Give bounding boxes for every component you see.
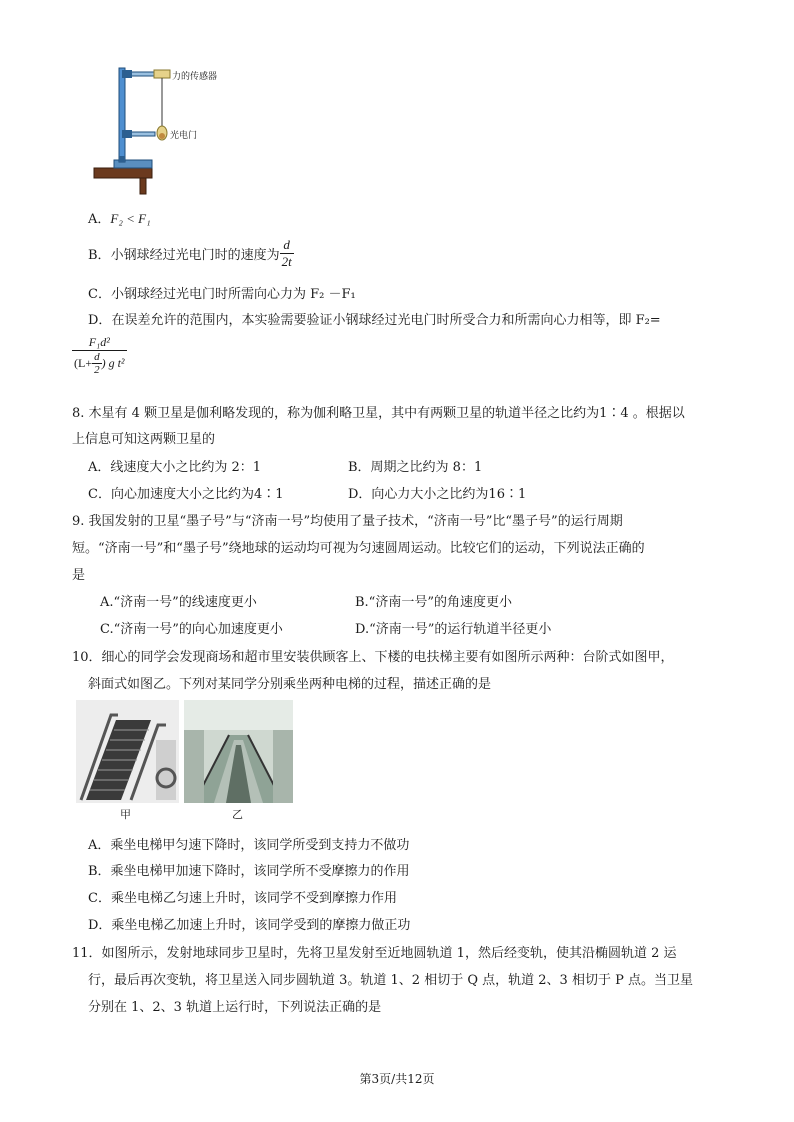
q7-option-a-text: F₂ < F₁ [110,211,151,226]
q8-option-b: B．周期之比约为 8：1 [348,460,483,475]
q9-stem-line3: 是 [72,568,86,583]
q10-stem-line1: 10．细心的同学会发现商场和超市里安装供顾客上、下楼的电扶梯主要有如图所示两种：台阶式如图甲， [72,650,674,665]
sensor-label: 力的传感器 [172,72,218,82]
q11-stem-line3: 分别在 1、2、3 轨道上运行时，下列说法正确的是 [88,1000,382,1015]
q7-formula-numerator: F₁d² [72,335,127,351]
q11-stem-line2: 行，最后再次变轨，将卫星送入同步圆轨道 3。轨道 1、2 相切于 Q 点，轨道 2、3 相切于 P 点。当卫星 [88,973,693,988]
q7-option-a [88,208,151,227]
q7-option-c [88,283,356,302]
q7-option-d-text: 在误差允许的范围内，本实验需要验证小钢球经过光电门时所受合力和所需向心力相等，即 F₂= [111,313,661,328]
page-number: 第3页/共12页 [359,1072,435,1086]
escalator-b-drawing [184,700,293,803]
gate-label: 光电门 [170,131,198,141]
q10-option-d: D．乘坐电梯乙加速上升时，该同学受到的摩擦力做正功 [88,918,411,933]
q7-formula-inner-num: d [94,351,100,363]
q7-formula-fraction [72,335,127,376]
q9-option-d: D.“济南一号”的运行轨道半径更小 [355,622,552,637]
q7-option-b-denominator: 2t [281,253,292,269]
q7-formula-inner-fraction [92,351,102,376]
q9-stem-line1: 9. 我国发射的卫星“墨子号”与“济南一号”均使用了量子技术，“济南一号”比“墨子号”的运行周期 [72,514,623,529]
q7-option-a-label: A． [88,212,111,227]
q10-option-a: A．乘坐电梯甲匀速下降时，该同学所受到支持力不做功 [88,838,410,853]
escalator-a-drawing [76,700,179,803]
q7-option-b-numerator: d [280,237,294,254]
escalator-photo-b [184,700,293,803]
q7-option-c-text: 小钢球经过光电门时所需向心力为 F₂ －F₁ [110,287,356,302]
q9-option-b: B.“济南一号”的角速度更小 [355,595,512,610]
q7-option-b [88,235,294,271]
q9-stem-line2: 短。“济南一号”和“墨子号”绕地球的运动均可视为匀速圆周运动。比较它们的运动，下列说法正确的 [72,541,645,556]
q9-option-c: C.“济南一号”的向心加速度更小 [100,622,283,637]
q7-formula-inner-den: 2 [94,364,100,376]
q7-option-d [88,309,661,328]
escalator-a-label: 甲 [120,808,131,821]
q7-formula-den-a: (L+ [74,356,93,370]
q10-option-b: B．乘坐电梯甲加速下降时，该同学所不受摩擦力的作用 [88,864,410,879]
q8-option-d: D．向心力大小之比约为16∶1 [348,487,527,502]
q8-option-c: C．向心加速度大小之比约为4∶1 [88,487,284,502]
apparatus-figure [92,60,262,195]
q8-option-a: A．线速度大小之比约为 2：1 [88,460,262,475]
q7-formula-den-b: ) g t² [101,356,125,370]
q11-stem-line1: 11．如图所示，发射地球同步卫星时，先将卫星发射至近地圆轨道 1，然后经变轨，使其沿椭圆轨道 2 运 [72,946,677,961]
q8-stem-line1: 8. 木星有 4 颗卫星是伽利略发现的，称为伽利略卫星，其中有两颗卫星的轨道半径之比约为1∶4 。根据以 [72,406,685,421]
q7-option-d-formula [72,335,127,376]
q10-stem-line2: 斜面式如图乙。下列对某同学分别乘坐两种电梯的过程，描述正确的是 [88,677,492,692]
q7-option-b-label: B． [88,247,111,263]
q8-stem-line2: 上信息可知这两颗卫星的 [72,432,216,447]
q10-option-c: C．乘坐电梯乙匀速上升时，该同学不受到摩擦力作用 [88,891,397,906]
q9-option-a: A.“济南一号”的线速度更小 [100,595,257,610]
q7-option-c-label: C． [88,287,111,302]
escalator-photo-a [76,700,179,803]
escalator-b-label: 乙 [232,808,243,821]
q7-option-d-label: D． [88,313,112,328]
q7-option-b-fraction [280,237,294,270]
q7-option-b-text: 小钢球经过光电门时的速度为 [110,247,280,263]
